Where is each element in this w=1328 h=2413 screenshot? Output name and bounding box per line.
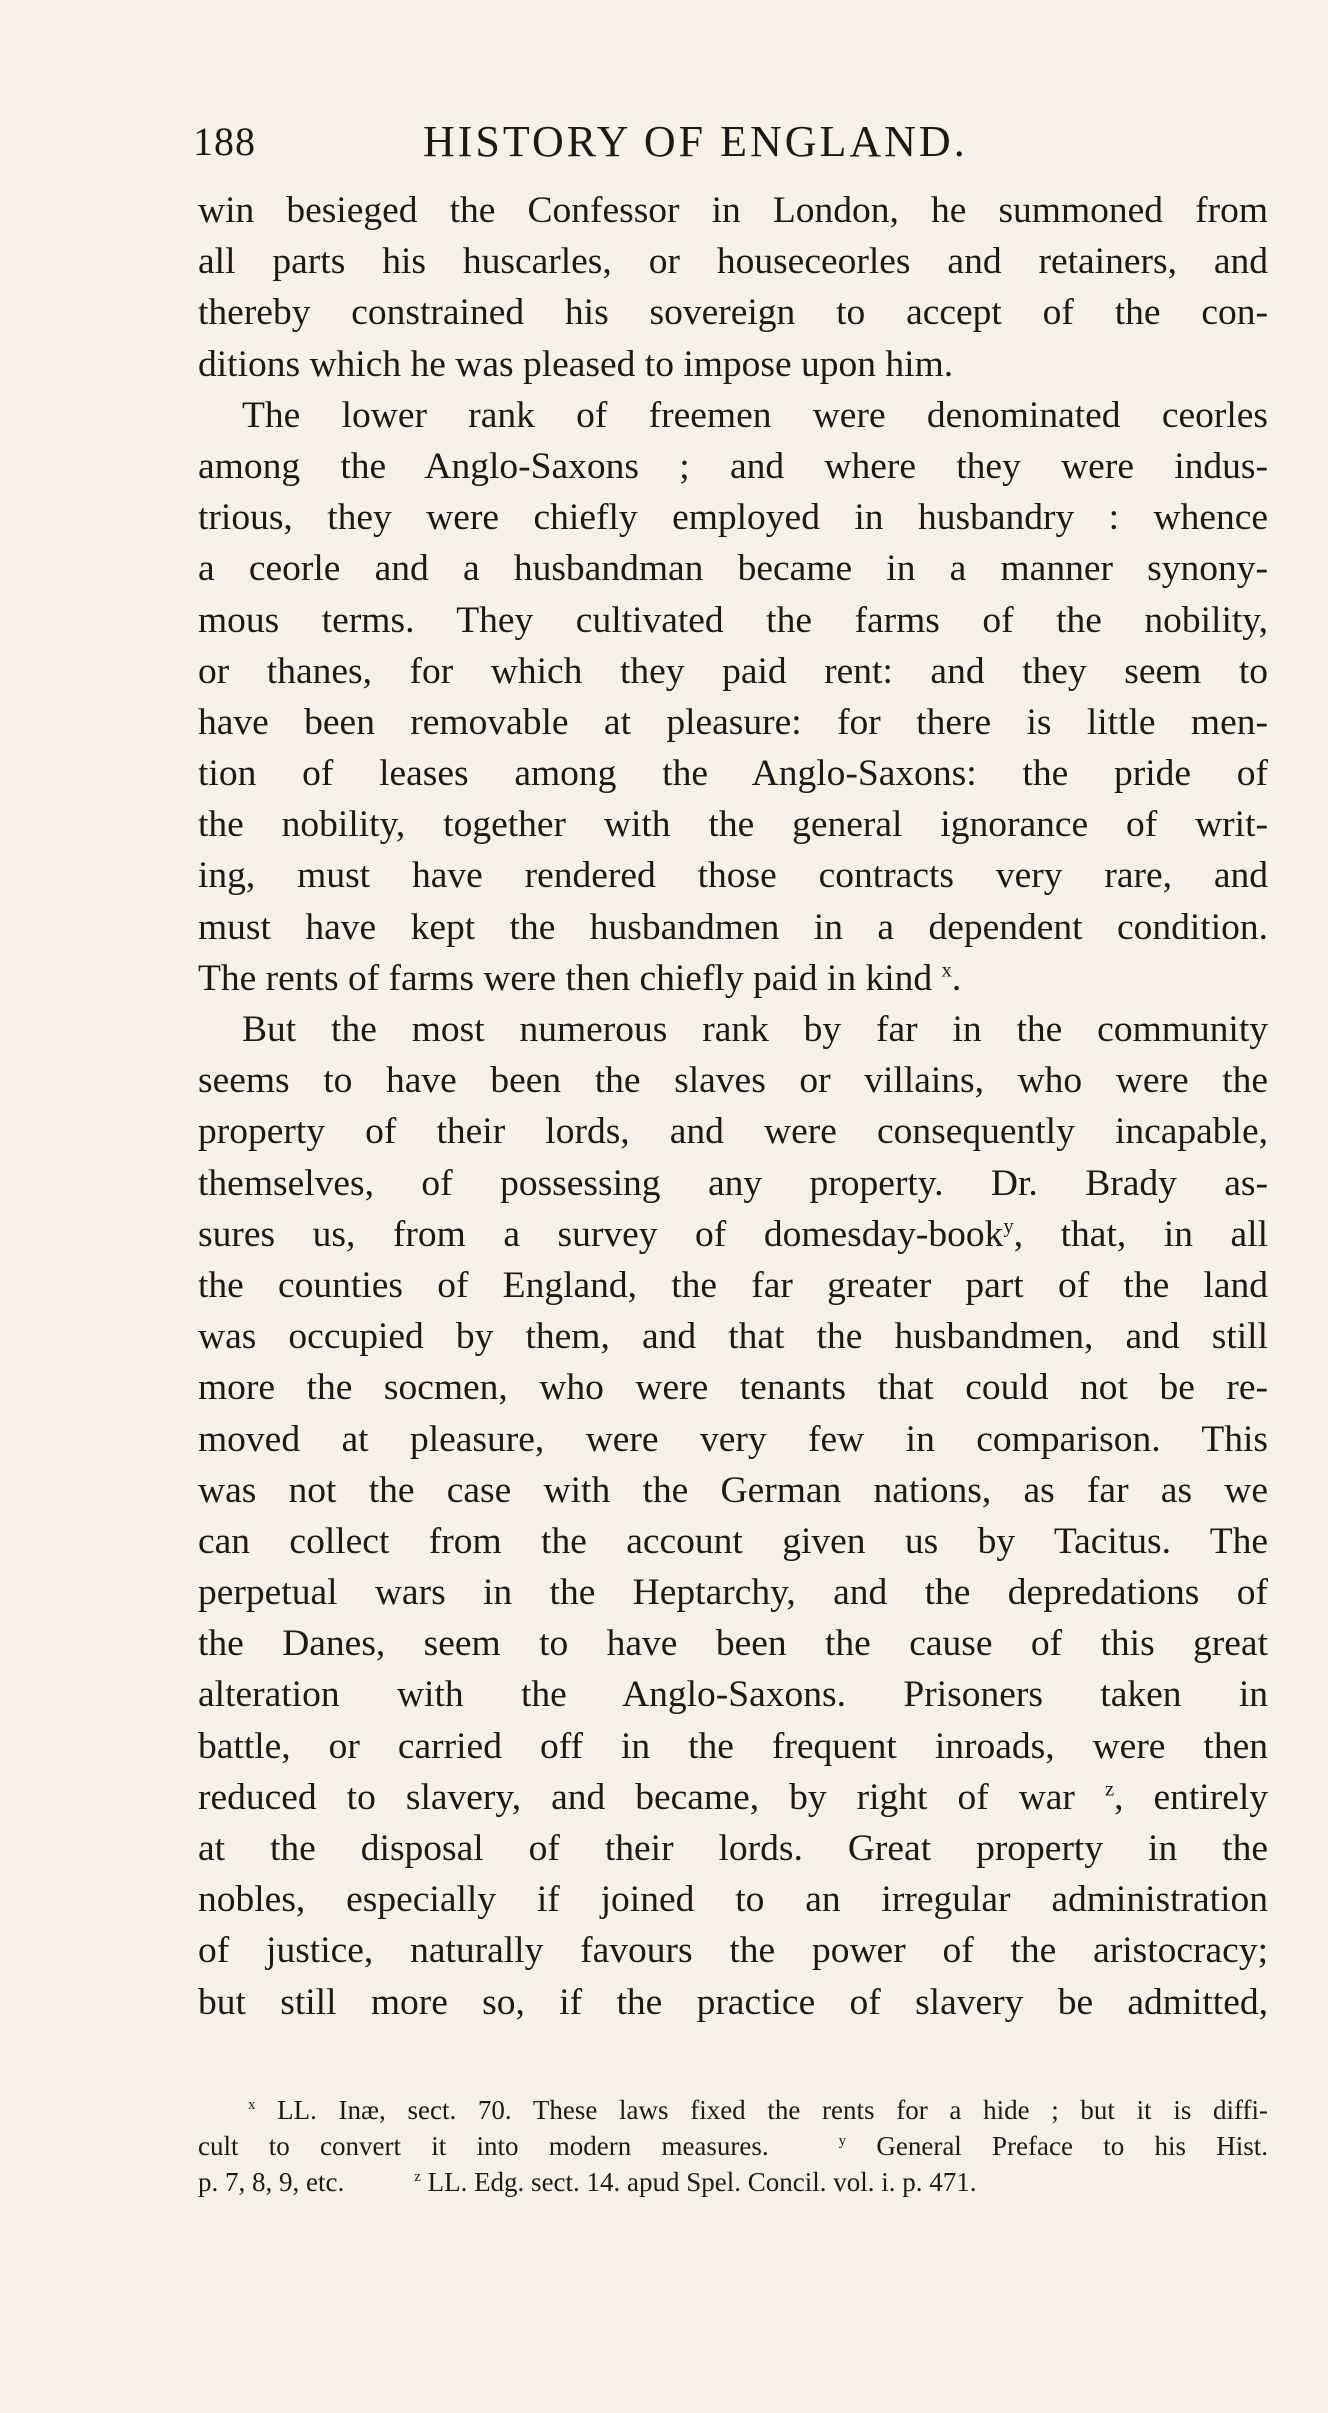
text-line: alteration with the Anglo-Saxons. Prisoners taken in	[198, 1674, 1268, 1716]
text-line	[198, 1772, 1268, 1823]
text-fragment: The rents of farms were then chiefly paid in kind	[198, 957, 933, 999]
text-line: The lower rank of freemen were denominated ceorles	[242, 394, 1268, 436]
text-line: of justice, naturally favours the power of the aristocracy;	[198, 1930, 1268, 1972]
footnote-mark-x: x	[248, 2097, 256, 2113]
text-line: trious, they were chiefly employed in husbandry : whence	[198, 497, 1268, 539]
footnote-ref-z: z	[1104, 1778, 1115, 1801]
text-line: perpetual wars in the Heptarchy, and the depredations of	[198, 1572, 1268, 1614]
text-line	[198, 1209, 1268, 1260]
text-line: was occupied by them, and that the husbandmen, and still	[198, 1316, 1268, 1358]
page-number: 188	[193, 119, 256, 164]
running-head: HISTORY OF ENGLAND.	[423, 117, 968, 166]
footnote-z-text: LL. Edg. sect. 14. apud Spel. Concil. vol. i. p. 471.	[427, 2167, 977, 2197]
text-line: the nobility, together with the general ignorance of writ-	[198, 804, 1268, 846]
text-line: have been removable at pleasure: for there is little men-	[198, 701, 1268, 743]
text-line: must have kept the husbandmen in a dependent condition.	[198, 906, 1268, 948]
text-line: or thanes, for which they paid rent: and they seem to	[198, 650, 1268, 692]
footnote-ref-y: y	[1003, 1215, 1014, 1238]
text-line: win besieged the Confessor in London, he summoned from	[198, 190, 1268, 231]
text-line: mous terms. They cultivated the farms of the nobility,	[198, 599, 1268, 641]
footnote-line	[198, 2128, 1268, 2164]
text-line: a ceorle and a husbandman became in a manner synony-	[198, 548, 1268, 590]
text-line: can collect from the account given us by Tacitus. The	[198, 1520, 1268, 1562]
text-line: at the disposal of their lords. Great property in the	[198, 1828, 1268, 1869]
footnote-mark-z: z	[414, 2169, 421, 2185]
text-fragment: sures us, from a survey of domesday-book	[198, 1213, 1004, 1255]
text-fragment: reduced to slavery, and became, by right of war	[198, 1776, 1075, 1818]
footnote-y-text: General Preface to his Hist.	[876, 2131, 1268, 2161]
text-line: battle, or carried off in the frequent inroads, were then	[198, 1725, 1268, 1767]
text-line: tion of leases among the Anglo-Saxons: the pride of	[198, 753, 1268, 795]
text-line: thereby constrained his sovereign to accept of the con-	[198, 292, 1268, 334]
text-line: the counties of England, the far greater part of the land	[198, 1264, 1268, 1306]
text-line: seems to have been the slaves or villains, who were the	[198, 1060, 1268, 1102]
text-fragment: .	[951, 957, 962, 999]
text-line: moved at pleasure, were very few in comparison. This	[198, 1418, 1268, 1460]
footnote-x-text: LL. Inæ, sect. 70. These laws fixed the rents for a hide ; but it is diffi-	[277, 2095, 1268, 2125]
text-line: ing, must have rendered those contracts very rare, and	[198, 855, 1268, 897]
text-line: property of their lords, and were consequently incapable,	[198, 1111, 1268, 1153]
footnote-line	[198, 2164, 1268, 2200]
text-line	[198, 953, 1268, 1004]
page-header	[193, 108, 1283, 178]
footnotes	[198, 2092, 1268, 2200]
footnote-mark-y: y	[838, 2133, 847, 2149]
footnote-ref-x: x	[941, 959, 952, 982]
text-fragment: , that, in all	[1013, 1213, 1268, 1255]
text-line: the Danes, seem to have been the cause of this great	[198, 1623, 1268, 1665]
text-line: more the socmen, who were tenants that could not be re-	[198, 1367, 1268, 1409]
text-line: among the Anglo-Saxons ; and where they were indus-	[198, 445, 1268, 487]
footnote-x-text-cont: cult to convert it into modern measures.	[198, 2131, 769, 2161]
text-line: nobles, especially if joined to an irregular administration	[198, 1879, 1268, 1921]
text-fragment: , entirely	[1114, 1776, 1268, 1818]
text-line: but still more so, if the practice of slavery be admitted,	[198, 1981, 1268, 2023]
text-line: ditions which he was pleased to impose upon him.	[198, 343, 954, 385]
footnote-y-text-cont: p. 7, 8, 9, etc.	[198, 2167, 345, 2197]
footnote-line	[198, 2092, 1268, 2128]
text-line: all parts his huscarles, or houseceorles and retainers, and	[198, 241, 1268, 283]
text-line: themselves, of possessing any property. Dr. Brady as-	[198, 1162, 1268, 1204]
body-text	[198, 185, 1268, 2028]
text-line: was not the case with the German nations, as far as we	[198, 1469, 1268, 1511]
text-line: But the most numerous rank by far in the community	[242, 1009, 1268, 1050]
